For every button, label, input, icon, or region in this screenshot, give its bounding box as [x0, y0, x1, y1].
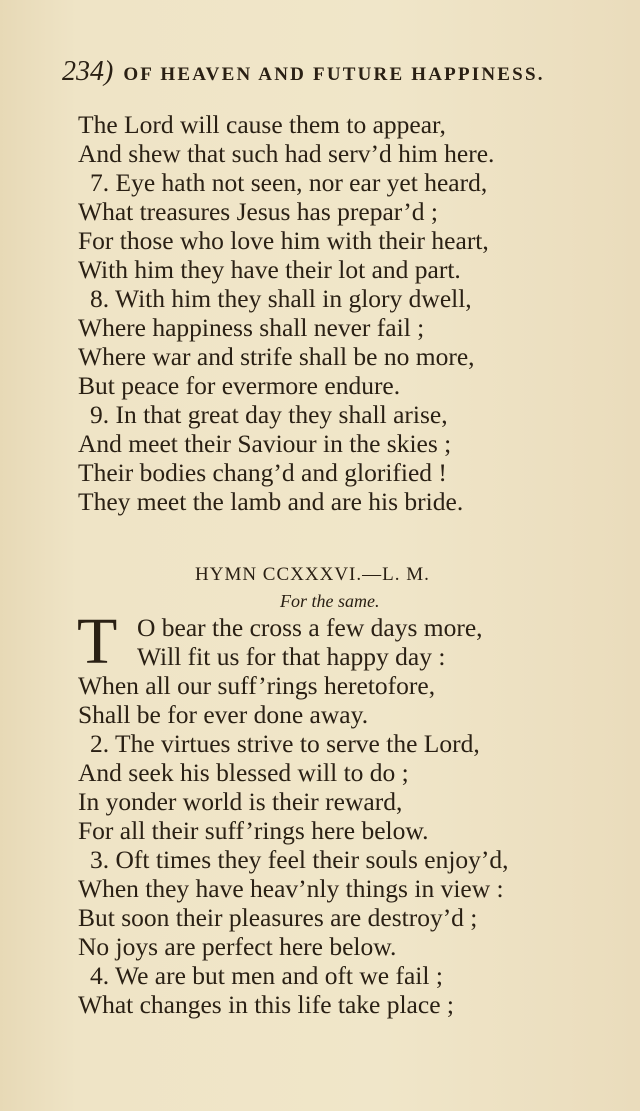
verse-line: 2. The virtues strive to serve the Lord, [90, 729, 480, 758]
page-number: 234) [62, 56, 114, 87]
verse-line: But soon their pleasures are destroy’d ; [78, 903, 478, 932]
verse-line: For all their suff’rings here below. [78, 816, 429, 845]
hymn-subtitle: For the same. [280, 591, 380, 611]
verse-line: Shall be for ever done away. [78, 700, 369, 729]
verse-line: 4. We are but men and oft we fail ; [90, 961, 443, 990]
hymn-title: HYMN CCXXXVI.—L. M. [195, 564, 430, 585]
first-line-text: O bear the cross a few days more, [137, 613, 483, 642]
running-title: OF HEAVEN AND FUTURE HAPPINESS. [123, 64, 545, 85]
drop-cap: T [77, 605, 118, 678]
section-gap [0, 516, 640, 561]
verse-line: When all our suff’rings heretofore, [78, 671, 436, 700]
verse-line: 7. Eye hath not seen, nor ear yet heard, [90, 168, 488, 197]
verse-line: No joys are perfect here below. [78, 932, 397, 961]
verse-line: For those who love him with their heart, [78, 226, 489, 255]
verse-line: What changes in this life take place ; [78, 990, 454, 1019]
verse-line: Their bodies chang’d and glorified ! [78, 458, 447, 487]
verse-line: When they have heav’nly things in view : [78, 874, 504, 903]
verse-line: They meet the lamb and are his bride. [78, 487, 464, 516]
verse-line: And meet their Saviour in the skies ; [78, 429, 452, 458]
verse-line: In yonder world is their reward, [78, 787, 403, 816]
verse-line: 9. In that great day they shall arise, [90, 400, 448, 429]
verse-line: Where war and strife shall be no more, [78, 342, 475, 371]
verse-line: And seek his blessed will to do ; [78, 758, 409, 787]
verse-line: 8. With him they shall in glory dwell, [90, 284, 472, 313]
verse-line: What treasures Jesus has prepar’d ; [78, 197, 438, 226]
verse-line: Where happiness shall never fail ; [78, 313, 425, 342]
verse-line: But peace for evermore endure. [78, 371, 401, 400]
page-header [62, 56, 640, 90]
verse-line: The Lord will cause them to appear, [78, 110, 446, 139]
verse-line: With him they have their lot and part. [78, 255, 461, 284]
verse-line: And shew that such had serv’d him here. [78, 139, 495, 168]
verse-line: 3. Oft times they feel their souls enjoy’d, [90, 845, 509, 874]
verse-line: Will fit us for that happy day : [137, 642, 446, 671]
text-body [0, 110, 640, 1019]
